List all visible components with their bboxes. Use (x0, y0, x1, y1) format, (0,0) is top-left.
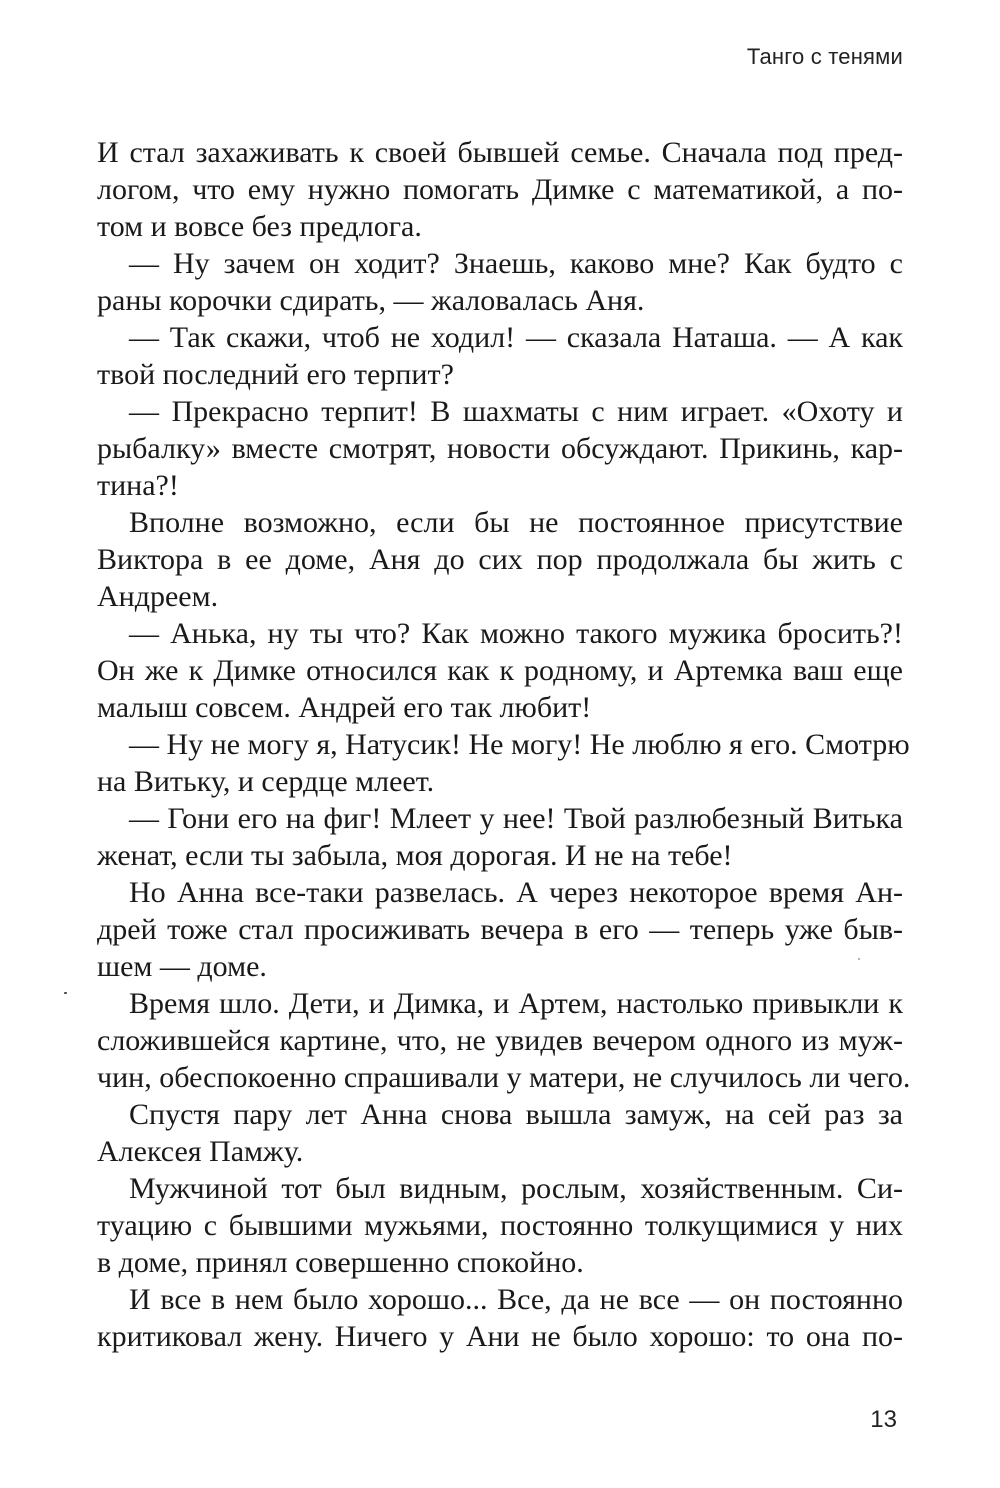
text-line: малыш совсем. Андрей его так любит! (97, 691, 592, 724)
text-line: чин, обеспокоенно спрашивали у матери, не случилось ли чего. (97, 1061, 911, 1094)
text-line: Виктора в ее доме, Аня до сих пор продолжала бы жить с (97, 543, 903, 576)
text-line: Время шло. Дети, и Димка, и Артем, настолько привыкли к (129, 987, 903, 1020)
text-line: — Гони его на фиг! Млеет у нее! Твой разлюбезный Витька (129, 802, 903, 835)
text-line: на Витьку, и сердце млеет. (97, 765, 435, 798)
body-text (97, 134, 911, 1355)
text-line: Алексея Памжу. (97, 1135, 304, 1168)
text-line: Спустя пару лет Анна снова вышла замуж, на сей раз за (129, 1098, 903, 1131)
text-line: И все в нем было хорошо... Все, да не все — он постоянно (129, 1283, 903, 1316)
text-line: — Так скажи, чтоб не ходил! — сказала Наташа. — А как (129, 321, 903, 354)
text-line: И стал захаживать к своей бывшей семье. Сначала под пред- (97, 136, 903, 169)
print-speck (858, 958, 860, 960)
text-line: твой последний его терпит? (97, 358, 454, 391)
text-line: тина?! (97, 469, 179, 502)
text-line: — Анька, ну ты что? Как можно такого мужика бросить?! (129, 617, 903, 650)
text-line: рыбалку» вместе смотрят, новости обсуждают. Прикинь, кар- (97, 432, 903, 465)
text-line: — Ну зачем он ходит? Знаешь, каково мне? Как будто с (129, 247, 903, 280)
text-line: Он же к Димке относился как к родному, и Артемка ваш еще (97, 654, 903, 687)
text-line: — Ну не могу я, Натусик! Не могу! Не люблю я его. Смотрю (129, 728, 910, 761)
print-speck (64, 992, 67, 994)
text-line: критиковал жену. Ничего у Ани не было хорошо: то она по- (97, 1320, 903, 1353)
running-head-title: Танго с тенями (746, 44, 903, 69)
text-line: Андреем. (97, 580, 219, 613)
text-line: туацию с бывшими мужьями, постоянно толкущимися у них (97, 1209, 903, 1242)
text-line: — Прекрасно терпит! В шахматы с ним играет. «Охоту и (129, 395, 903, 428)
text-line: Мужчиной тот был видным, рослым, хозяйственным. Си- (129, 1172, 903, 1205)
text-line: шем — доме. (97, 950, 267, 983)
text-line: том и вовсе без предлога. (97, 210, 422, 243)
text-line: раны корочки сдирать, — жаловалась Аня. (97, 284, 645, 317)
text-line: дрей тоже стал просиживать вечера в его — теперь уже быв- (97, 913, 903, 946)
page-number: 13 (870, 1406, 897, 1433)
text-line: Но Анна все-таки развелась. А через некоторое время Ан- (129, 876, 903, 909)
text-line: Вполне возможно, если бы не постоянное присутствие (129, 506, 903, 539)
text-line: женат, если ты забыла, моя дорогая. И не на тебе! (97, 839, 733, 872)
text-line: логом, что ему нужно помогать Димке с математикой, а по- (97, 173, 903, 206)
text-line: сложившейся картине, что, не увидев вечером одного из муж- (97, 1024, 903, 1057)
text-line: в доме, принял совершенно спокойно. (97, 1246, 584, 1279)
